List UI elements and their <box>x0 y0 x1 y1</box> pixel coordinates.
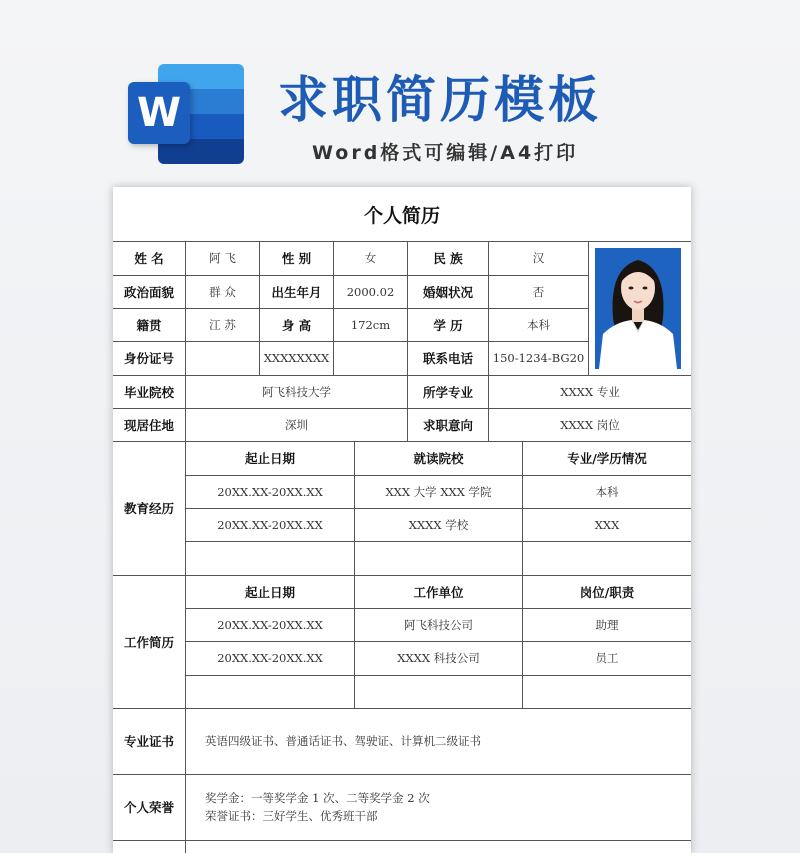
education-header-school: 就读院校 <box>413 451 464 466</box>
work-row-1-company: 阿飞科技公司 <box>404 617 473 632</box>
work-header-role: 岗位/职责 <box>579 584 635 600</box>
gender-label: 性 别 <box>281 251 312 266</box>
politics-value: 群 众 <box>209 284 236 299</box>
name-value: 阿 飞 <box>209 251 236 265</box>
ethnicity-label: 民 族 <box>433 251 463 266</box>
work-label: 工作简历 <box>123 634 174 650</box>
height-value: 172cm <box>350 317 391 332</box>
word-logo-letter: W <box>128 82 190 144</box>
school-label: 毕业院校 <box>123 384 174 400</box>
work-row-1-role: 助理 <box>595 617 619 632</box>
work-row-2-role: 员工 <box>595 651 619 665</box>
honors-label: 个人荣誉 <box>123 800 174 815</box>
major-value: XXXX 专业 <box>560 384 620 399</box>
marital-label: 婚姻状况 <box>422 284 473 300</box>
major-label: 所学专业 <box>422 384 473 400</box>
education-row-2-major: XXX <box>594 517 620 532</box>
birth-label: 出生年月 <box>271 284 322 300</box>
profile-photo <box>595 248 681 369</box>
honors-line-1: 奖学金：一等奖学金 1 次、二等奖学金 2 次 <box>205 791 430 805</box>
honors-value <box>186 774 691 840</box>
resume-paper <box>113 187 691 853</box>
education-row-1-school: XXX 大学 XXX 学院 <box>385 484 492 499</box>
work-header-company: 工作单位 <box>413 584 464 600</box>
height-label: 身 高 <box>281 317 312 333</box>
certificates-label: 专业证书 <box>123 734 174 749</box>
intent-label: 求职意向 <box>422 417 473 433</box>
school-value: 阿飞科技大学 <box>262 384 331 399</box>
education-row-2-school: XXXX 学校 <box>408 517 469 532</box>
education-row-1-major: 本科 <box>595 484 619 499</box>
phone-value: 150-1234-BG20 <box>492 351 585 365</box>
work-row-1-date: 20XX.XX-20XX.XX <box>217 617 323 632</box>
honors-line-2: 荣誉证书：三好学生、优秀班干部 <box>205 809 378 823</box>
work-header-date: 起止日期 <box>244 584 295 600</box>
education-label: 教育经历 <box>123 501 174 516</box>
address-label: 现居住地 <box>123 417 174 433</box>
gender-value: 女 <box>364 251 377 265</box>
sub-title: Word格式可编辑/A4打印 <box>312 142 579 164</box>
id-label: 身份证号 <box>123 351 174 366</box>
education-row-1-date: 20XX.XX-20XX.XX <box>217 484 323 499</box>
word-logo-icon <box>128 64 244 166</box>
portrait-image <box>595 248 681 369</box>
work-row-2-company: XXXX 科技公司 <box>397 651 480 665</box>
id-value: XXXXXXXX <box>263 351 330 365</box>
politics-label: 政治面貌 <box>123 284 174 300</box>
degree-value: 本科 <box>527 317 550 332</box>
work-row-2-date: 20XX.XX-20XX.XX <box>217 651 323 665</box>
native-value: 江 苏 <box>209 317 236 332</box>
education-header-date: 起止日期 <box>244 451 295 466</box>
certificates-value: 英语四级证书、普通话证书、驾驶证、计算机二级证书 <box>205 734 481 748</box>
page-header <box>0 0 800 185</box>
education-row-2-date: 20XX.XX-20XX.XX <box>217 517 323 532</box>
phone-label: 联系电话 <box>422 351 473 366</box>
ethnicity-value: 汉 <box>532 251 545 265</box>
marital-value: 否 <box>532 284 545 299</box>
name-label: 姓 名 <box>134 251 164 266</box>
intent-value: XXXX 岗位 <box>560 417 620 432</box>
education-header-major: 专业/学历情况 <box>567 451 647 466</box>
degree-label: 学 历 <box>433 317 463 333</box>
address-value: 深圳 <box>285 417 308 432</box>
resume-title: 个人简历 <box>363 205 440 227</box>
main-title: 求职简历模板 <box>278 71 602 129</box>
birth-value: 2000.02 <box>346 284 395 299</box>
native-label: 籍贯 <box>136 317 162 333</box>
